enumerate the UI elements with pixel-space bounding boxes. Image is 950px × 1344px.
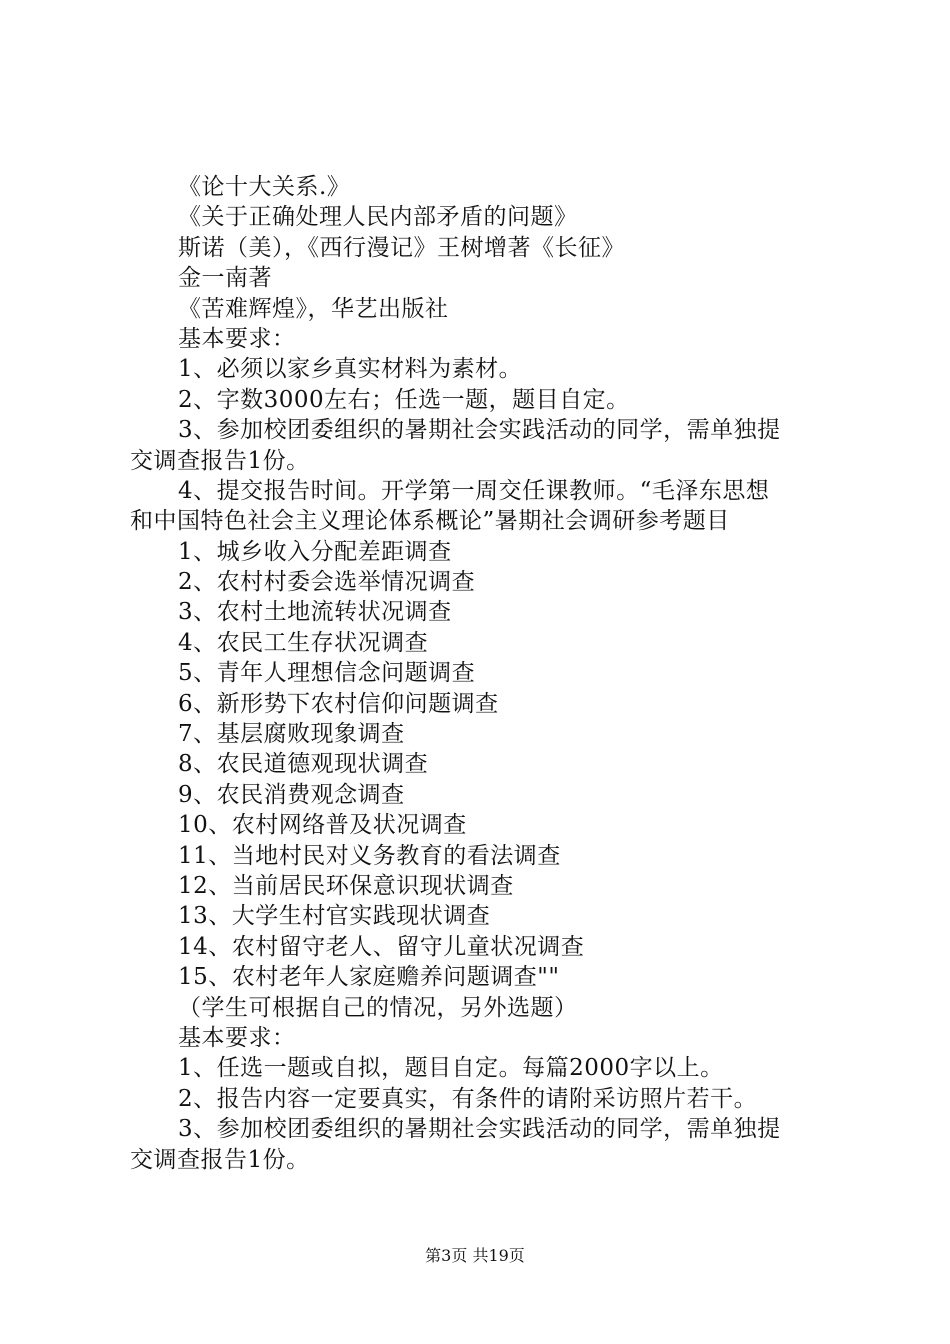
text-line: 7、基层腐败现象调查 <box>178 721 405 748</box>
text-line: 交调查报告1份。 <box>130 447 310 474</box>
page-footer: 第3页 共19页 <box>425 1246 525 1265</box>
text-line: 9、农民消费观念调查 <box>178 781 405 808</box>
text-line: 和中国特色社会主义理论体系概论”暑期社会调研参考题目 <box>130 508 730 535</box>
text-line: 《关于正确处理人民内部矛盾的问题》 <box>178 204 578 231</box>
text-line: 基本要求： <box>178 1024 296 1051</box>
text-line: 8、农民道德观现状调查 <box>178 751 429 778</box>
text-line: 2、报告内容一定要真实，有条件的请附采访照片若干。 <box>178 1085 758 1112</box>
text-line: 4、农民工生存状况调查 <box>178 629 429 656</box>
text-line: 11、当地村民对义务教育的看法调查 <box>178 842 561 869</box>
text-line: 1、必须以家乡真实材料为素材。 <box>178 356 523 383</box>
text-line: 13、大学生村官实践现状调查 <box>178 903 491 930</box>
text-line: 《苦难辉煌》，华艺出版社 <box>178 295 449 322</box>
text-line: 3、参加校团委组织的暑期社会实践活动的同学，需单独提 <box>178 417 781 444</box>
text-line: 3、参加校团委组织的暑期社会实践活动的同学，需单独提 <box>178 1116 781 1143</box>
text-line: 1、任选一题或自拟，题目自定。每篇2000字以上。 <box>178 1055 724 1082</box>
text-line: 基本要求： <box>178 325 296 352</box>
text-line: 2、农村村委会选举情况调查 <box>178 569 476 596</box>
text-line: 4、提交报告时间。开学第一周交任课教师。“毛泽东思想 <box>178 477 770 504</box>
document-body <box>130 172 835 1175</box>
text-line: 5、青年人理想信念问题调查 <box>178 660 476 687</box>
text-line: 斯诺（美），《西行漫记》王树增著《长征》 <box>178 234 625 261</box>
text-line: 6、新形势下农村信仰问题调查 <box>178 690 499 717</box>
text-line: 14、农村留守老人、留守儿童状况调查 <box>178 933 585 960</box>
text-line: （学生可根据自己的情况，另外选题） <box>178 994 578 1021</box>
text-line: 1、城乡收入分配差距调查 <box>178 538 452 565</box>
text-line: 10、农村网络普及状况调查 <box>178 812 467 839</box>
text-line: 12、当前居民环保意识现状调查 <box>178 872 514 899</box>
text-line: 交调查报告1份。 <box>130 1146 310 1173</box>
text-line: 15、农村老年人家庭赡养问题调查"" <box>178 964 560 991</box>
text-line: 2、字数3000左右；任选一题，题目自定。 <box>178 386 630 413</box>
text-line: 金一南著 <box>178 265 272 292</box>
text-line: 3、农村土地流转状况调查 <box>178 599 452 626</box>
text-line: 《论十大关系.》 <box>178 174 351 200</box>
